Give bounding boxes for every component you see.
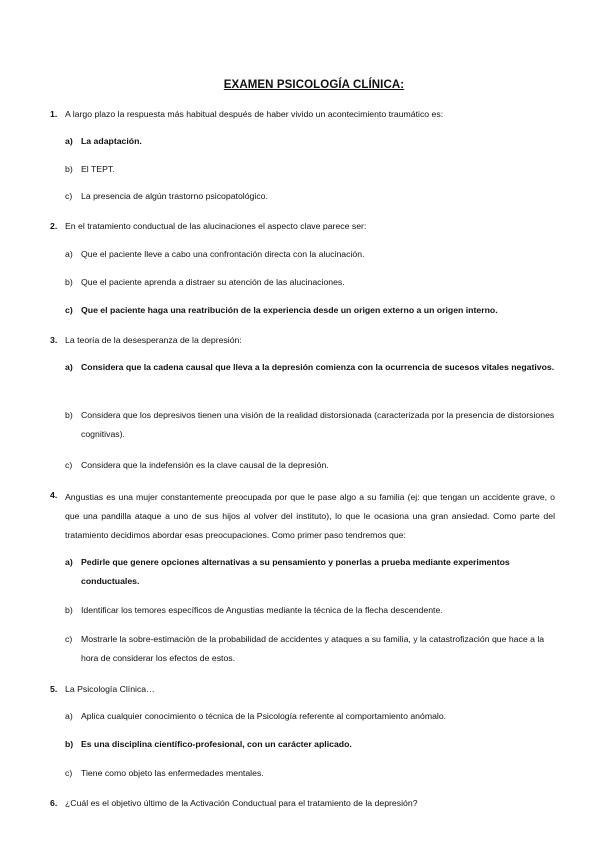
option-text: La adaptación. [81, 136, 142, 146]
question-number: 2. [50, 221, 58, 231]
question-text: A largo plazo la respuesta más habitual después de haber vivido un acontecimiento traumático es: [65, 109, 444, 119]
option-text: Considera que la cadena causal que lleva a la depresión comienza con la ocurrencia de sucesos vitales negativos. [81, 362, 555, 372]
option-text: Considera que los depresivos tienen una visión de la realidad distorsionada (caracterizada por la presencia de distorsiones cognitivas). [81, 410, 555, 439]
option-letter: a) [65, 249, 73, 259]
question-text: En el tratamiento conductual de las alucinaciones el aspecto clave parece ser: [65, 221, 367, 231]
option-letter: c) [65, 305, 73, 315]
question-text: La Psicología Clínica… [65, 684, 155, 694]
option-letter: b) [65, 410, 73, 420]
option-letter: a) [65, 362, 73, 372]
option-letter: a) [65, 136, 73, 146]
option-text: La presencia de algún trastorno psicopatológico. [81, 191, 268, 201]
option-letter: a) [65, 557, 73, 567]
question-text: ¿Cuál es el objetivo último de la Activación Conductual para el tratamiento de la depresión? [65, 798, 418, 808]
option-text: Tiene como objeto las enfermedades mentales. [81, 768, 264, 778]
question-text: La teoría de la desesperanza de la depresión: [65, 335, 242, 345]
option-text: Pedirle que genere opciones alternativas a su pensamiento y ponerlas a prueba mediante experimentos conductuales. [81, 557, 510, 586]
question-number: 5. [50, 684, 58, 694]
option-text: Aplica cualquier conocimiento o técnica de la Psicología referente al comportamiento anómalo. [81, 711, 447, 721]
option-letter: a) [65, 711, 73, 721]
exam-title: EXAMEN PSICOLOGÍA CLÍNICA: [223, 79, 405, 91]
option-letter: b) [65, 605, 73, 615]
option-text: Que el paciente lleve a cabo una confrontación directa con la alucinación. [81, 249, 365, 259]
question-number: 6. [50, 798, 58, 808]
question-number: 4. [50, 490, 58, 500]
option-text: Que el paciente aprenda a distraer su atención de las alucinaciones. [81, 277, 345, 287]
option-letter: c) [65, 768, 73, 778]
question-number: 1. [50, 109, 58, 119]
option-letter: c) [65, 460, 73, 470]
option-letter: b) [65, 277, 73, 287]
option-text: Es una disciplina científico-profesional, con un carácter aplicado. [81, 739, 352, 749]
option-letter: c) [65, 191, 73, 201]
option-letter: c) [65, 634, 73, 644]
option-text: El TEPT. [81, 164, 115, 174]
option-letter: b) [65, 739, 74, 749]
option-letter: b) [65, 164, 73, 174]
option-text: Considera que la indefensión es la clave causal de la depresión. [81, 460, 329, 470]
question-text: Angustias es una mujer constantemente preocupada por que le pase algo a su familia (ej: que tengan un accidente grave, o que una pandilla ataque a uno de sus hijos al volver del instituto), lo que le ocasiona una gran ansiedad. Como parte del tratamiento decidimos abordar esas preocupaciones. Como primer paso tendremos que: [65, 492, 555, 540]
option-text: Identificar los temores específicos de Angustias mediante la técnica de la flecha descendente. [81, 605, 443, 615]
option-text: Mostrarle la sobre-estimación de la probabilidad de accidentes y ataques a su familia, y la catastrofización que hace a la hora de considerar los efectos de estos. [81, 634, 545, 663]
question-number: 3. [50, 335, 58, 345]
option-text: Que el paciente haga una reatribución de la experiencia desde un origen externo a un origen interno. [81, 305, 498, 315]
